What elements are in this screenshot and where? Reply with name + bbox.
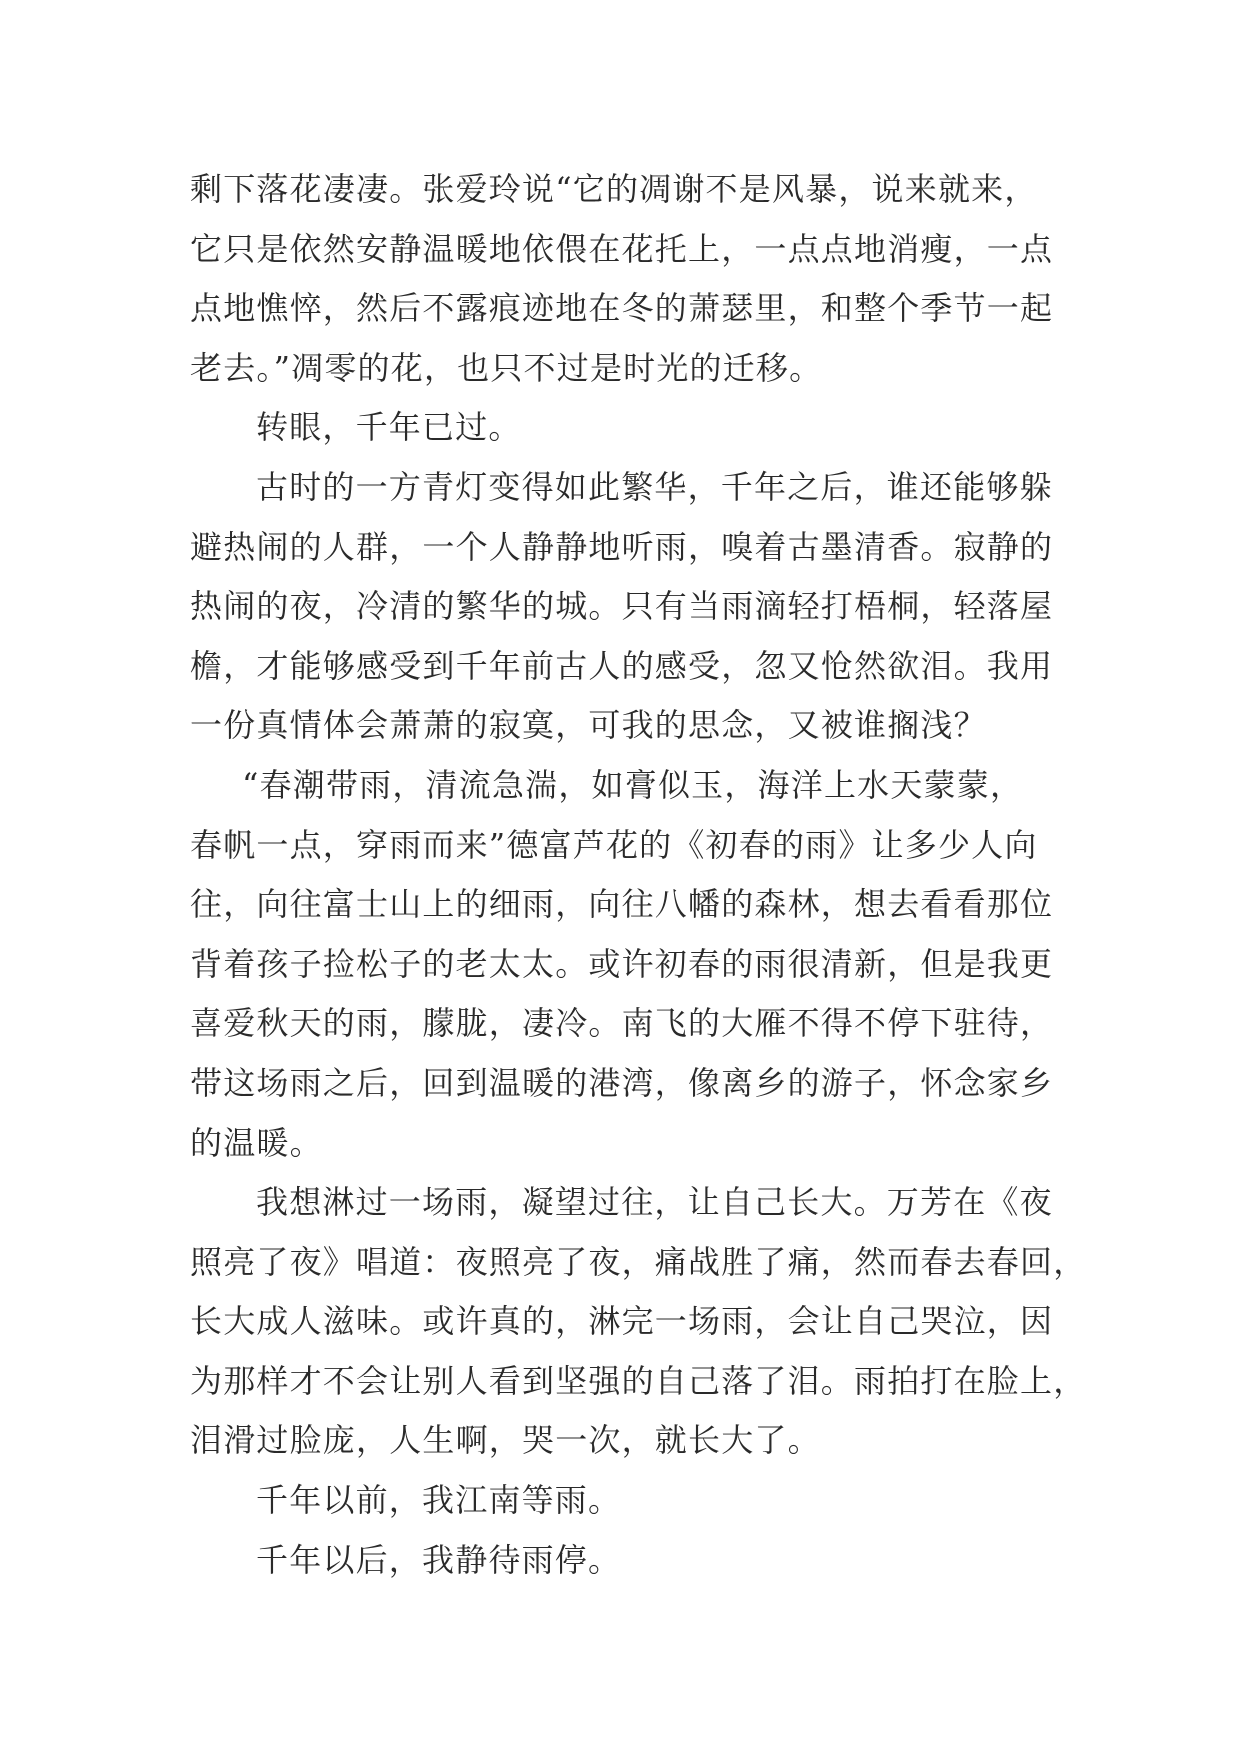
text-line-21: 为那样才不会让别人看到坚强的自己落了泪。雨拍打在脸上， [190, 1361, 1087, 1400]
text-line-23: 千年以前，我江南等雨。 [256, 1481, 622, 1520]
text-line-5: 转眼，千年已过。 [256, 408, 522, 447]
text-line-10: 一份真情体会萧萧的寂寞，可我的思念，又被谁搁浅？ [190, 706, 987, 745]
text-line-4: 老去。”凋零的花，也只不过是时光的迁移。 [190, 348, 823, 387]
text-line-6: 古时的一方青灯变得如此繁华，千年之后，谁还能够躲 [256, 467, 1053, 506]
text-line-16: 带这场雨之后，回到温暖的港湾，像离乡的游子，怀念家乡 [190, 1063, 1054, 1102]
text-line-3: 点地憔悴，然后不露痕迹地在冬的萧瑟里，和整个季节一起 [190, 289, 1054, 328]
text-line-19: 照亮了夜》唱道：夜照亮了夜，痛战胜了痛，然而春去春回， [190, 1242, 1087, 1281]
text-line-2: 它只是依然安静温暖地依偎在花托上，一点点地消瘦，一点 [190, 229, 1054, 268]
text-line-18: 我想淋过一场雨，凝望过往，让自己长大。万芳在《夜 [256, 1183, 1053, 1222]
text-line-15: 喜爱秋天的雨，朦胧，凄冷。南飞的大雁不得不停下驻待， [190, 1004, 1054, 1043]
text-line-7: 避热闹的人群，一个人静静地听雨，嗅着古墨清香。寂静的 [190, 527, 1054, 566]
text-line-13: 往，向往富士山上的细雨，向往八幡的森林，想去看看那位 [190, 885, 1054, 924]
text-line-8: 热闹的夜，冷清的繁华的城。只有当雨滴轻打梧桐，轻落屋 [190, 587, 1054, 626]
text-line-12: 春帆一点，穿雨而来”德富芦花的《初春的雨》让多少人向 [190, 825, 1038, 864]
text-line-14: 背着孩子捡松子的老太太。或许初春的雨很清新，但是我更 [190, 944, 1054, 983]
body-text [190, 160, 1087, 1590]
text-line-17: 的温暖。 [190, 1123, 323, 1162]
text-line-1: 剩下落花凄凄。张爱玲说“它的凋谢不是风暴，说来就来， [190, 170, 1038, 208]
text-line-24: 千年以后，我静待雨停。 [256, 1540, 622, 1579]
text-line-22: 泪滑过脸庞，人生啊，哭一次，就长大了。 [190, 1421, 821, 1460]
text-line-11: “春潮带雨，清流急湍，如膏似玉，海洋上水天蒙蒙， [242, 765, 1024, 804]
text-line-9: 檐，才能够感受到千年前古人的感受，忽又怆然欲泪。我用 [190, 646, 1054, 685]
text-line-20: 长大成人滋味。或许真的，淋完一场雨，会让自己哭泣，因 [190, 1302, 1054, 1341]
